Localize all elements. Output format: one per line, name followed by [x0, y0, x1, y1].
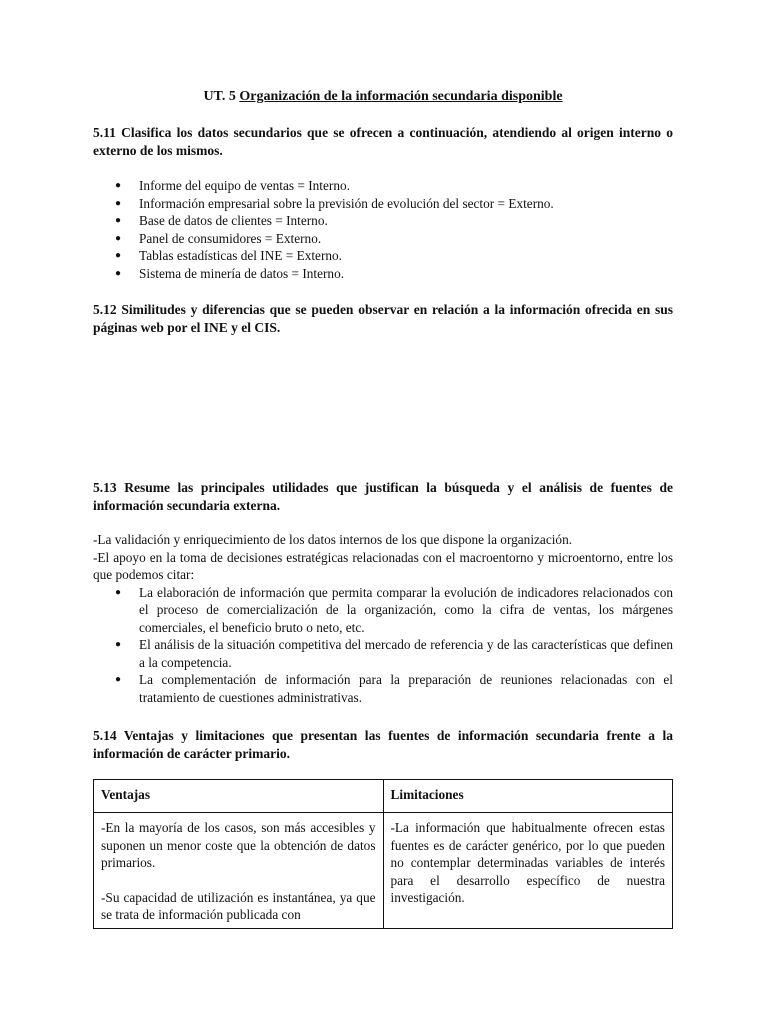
list-item: ● El análisis de la situación competitiva del mercado de referencia y de las características que definen a la competencia. — [93, 636, 673, 671]
list-item: ● Tablas estadísticas del INE = Externo. — [93, 247, 673, 265]
table-cell-ventajas — [94, 813, 384, 929]
ventaja-item: -Su capacidad de utilización es instantánea, ya que se trata de información publicada con — [101, 889, 376, 922]
section-5-11-heading: 5.11 Clasifica los datos secundarios que se ofrecen a continuación, atendiendo al origen interno o externo de los mismos. — [93, 125, 673, 158]
section-5-13-heading: 5.13 Resume las principales utilidades que justifican la búsqueda y el análisis de fuentes de información secundaria externa. — [93, 480, 673, 513]
limitacion-item: -La información que habitualmente ofrecen estas fuentes es de carácter genérico, por lo que pueden no contemplar determinadas variables de interés para el desarrollo específico de nuestra investigación. — [390, 820, 665, 905]
title-prefix: UT. 5 — [203, 89, 240, 104]
table-cell-limitaciones — [383, 813, 673, 929]
section-5-11-list — [93, 177, 673, 282]
table-row — [94, 813, 673, 929]
section-5-13-list — [93, 584, 673, 707]
section-5-13-paragraph-1: -La validación y enriquecimiento de los datos internos de los que dispone la organización. — [93, 532, 573, 547]
table-header-limitaciones: Limitaciones — [383, 780, 673, 813]
section-5-12-heading: 5.12 Similitudes y diferencias que se pueden observar en relación a la información ofrecida en sus páginas web por el INE y el CIS. — [93, 302, 673, 335]
list-item: ● Base de datos de clientes = Interno. — [93, 212, 673, 230]
section-5-14 — [93, 727, 673, 763]
table-header-row — [94, 780, 673, 813]
section-5-12 — [93, 301, 673, 337]
comparison-table — [93, 779, 673, 929]
title-main: Organización de la información secundaria disponible — [239, 89, 563, 104]
list-item: ● Informe del equipo de ventas = Interno. — [93, 177, 673, 195]
section-5-14-heading: 5.14 Ventajas y limitaciones que presentan las fuentes de información secundaria frente a la información de carácter primario. — [93, 728, 673, 761]
list-item: ● Información empresarial sobre la previsión de evolución del sector = Externo. — [93, 195, 673, 213]
document-title — [93, 88, 673, 106]
section-5-11 — [93, 124, 673, 282]
table-header-ventajas: Ventajas — [94, 780, 384, 813]
list-item: ● La complementación de información para la preparación de reuniones relacionadas con el tratamiento de cuestiones administrativas. — [93, 671, 673, 706]
list-item: ● Panel de consumidores = Externo. — [93, 230, 673, 248]
section-5-13 — [93, 479, 673, 706]
ventaja-item: -En la mayoría de los casos, son más accesibles y suponen un menor coste que la obtención de datos primarios. — [101, 820, 376, 870]
list-item: ● La elaboración de información que permita comparar la evolución de indicadores relacionados con el proceso de comercialización de la organización, como la cifra de ventas, los márgenes comerciales, el beneficio bruto o neto, etc. — [93, 584, 673, 637]
section-5-13-paragraph-2: -El apoyo en la toma de decisiones estratégicas relacionadas con el macroentorno y microentorno, entre los que podemos citar: — [93, 549, 673, 582]
list-item: ● Sistema de minería de datos = Interno. — [93, 265, 673, 283]
